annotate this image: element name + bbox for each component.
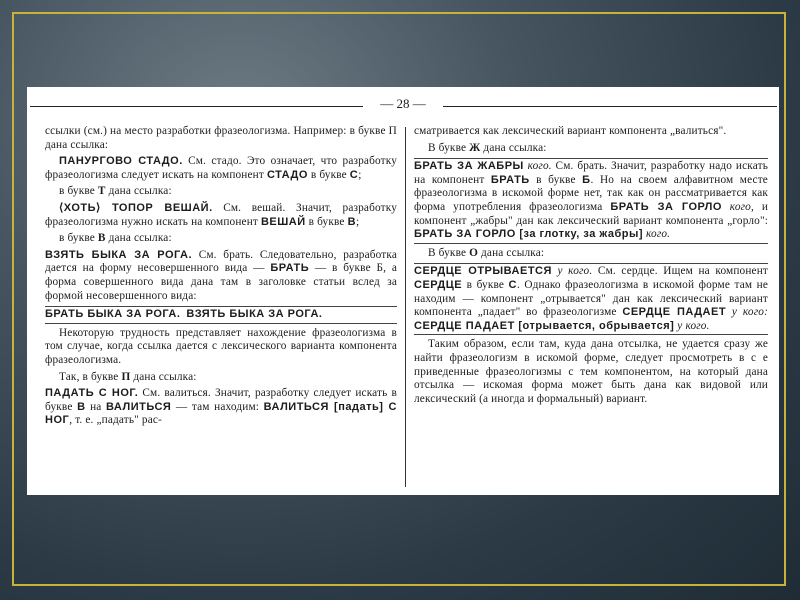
headword: БРАТЬ ЗА ГОРЛО [за глотку, за жабры]: [414, 228, 644, 241]
headword: ПАДАТЬ С НОГ.: [45, 387, 139, 400]
paragraph: [45, 371, 397, 385]
letter-keyword: Б: [582, 173, 591, 186]
headword: СЕРДЦЕ ПАДАЕТ [отрывается, обрывается]: [414, 319, 675, 332]
text: См. вешай. Значит, разработку фразеологизма нужно искать на компонент: [45, 201, 397, 228]
letter-keyword: В: [77, 400, 86, 413]
headword: ВЗЯТЬ БЫКА ЗА РОГА.: [186, 308, 323, 321]
headword: СЕРДЦЕ ПАДАЕТ: [622, 306, 727, 319]
paragraph: [45, 185, 397, 199]
headword: ВАЛИТЬСЯ [падать] С НОГ: [45, 400, 397, 427]
text: и компонент „жабры" дан как лексический вариант компонента „горло":: [414, 200, 769, 227]
text: См. валиться. Значит, разработку следует искать в букве: [45, 387, 397, 413]
text: Таким образом, если там, куда дана отсылка, не удается сразу же найти фразеологизм в искомой форме, следует просмотреть в с е приведенные фразеологизмы с тем компонентом, на который дана отсылка — искомая форма может быть дана как видовой или лексический (а иногда и формальный) вариант.: [414, 338, 768, 405]
text: См. стадо. Это означает, что разработку фразеологизма следует искать на компонент: [45, 155, 397, 181]
letter-keyword: Т: [97, 185, 106, 198]
text: В букве: [428, 141, 470, 154]
paragraph: [45, 306, 397, 324]
text: Так, в букве: [59, 370, 122, 383]
page-number: — 28 —: [363, 96, 443, 112]
text: дана ссылка:: [105, 185, 172, 198]
italic-text: кого.: [643, 228, 671, 241]
text: дана ссылка:: [480, 141, 547, 154]
text: в букве: [307, 168, 350, 181]
paragraph: [45, 232, 397, 246]
headword: ВЗЯТЬ БЫКА ЗА РОГА.: [45, 248, 193, 261]
text: сматривается как лексический вариант компонента „валиться".: [414, 125, 727, 137]
component-keyword: ВАЛИТЬСЯ: [106, 400, 172, 413]
header-rule: [30, 106, 414, 107]
component-keyword: ВЕШАЙ: [260, 215, 306, 228]
paragraph: [45, 125, 397, 152]
letter-keyword: С: [508, 278, 517, 291]
paragraph: [414, 338, 768, 406]
text: В букве: [428, 246, 470, 259]
book-page-scan: [27, 87, 779, 495]
text: , т. е. „падать" рас-: [69, 414, 162, 427]
headword: ⟨ХОТЬ⟩ ТОПОР ВЕШАЙ.: [59, 201, 213, 214]
component-keyword: БРАТЬ: [490, 173, 530, 186]
letter-keyword: В: [347, 215, 357, 228]
text: ;: [356, 215, 360, 228]
letter-keyword: В: [97, 232, 106, 245]
letter-keyword: П: [121, 370, 131, 383]
paragraph: [45, 202, 397, 229]
text: ссылки (см.) на место разработки фразеологизма. Например: в букве П дана ссылка:: [45, 125, 397, 151]
left-column: [45, 125, 397, 431]
paragraph: [45, 249, 397, 303]
text: на: [85, 400, 107, 413]
text: в букве: [529, 173, 583, 186]
column-divider: [405, 127, 406, 487]
text: . Однако фразеологизма в искомой форме там не находим — компонент „отрывается" дан как лексический вариант компонента „падает" во фразеологизме: [414, 278, 768, 319]
text: дана ссылка:: [478, 246, 545, 259]
text: — в букве Б, а форма совершенного вида дана там в заголовке статьи вслед за формой несовершенного вида:: [45, 262, 397, 302]
headword: СЕРДЦЕ ОТРЫВАЕТСЯ: [414, 265, 552, 278]
paragraph: [45, 155, 397, 182]
text: Некоторую трудность представляет нахождение фразеологизма в том случае, когда ссылка дается с лексического варианта компонента фразеологизма.: [45, 326, 397, 366]
text: в букве: [59, 232, 98, 245]
text: См. брать. Следовательно, разработка дается на форму несовершенного вида —: [45, 248, 397, 275]
paragraph: [45, 327, 397, 368]
headword: БРАТЬ БЫКА ЗА РОГА.: [45, 308, 181, 321]
text: в букве: [59, 185, 98, 198]
text: дана ссылка:: [105, 232, 172, 245]
italic-text: у кого.: [674, 319, 710, 332]
text: См. сердце. Ищем на компонент: [592, 265, 768, 278]
text: См. брать. Значит, разработку надо искать на компонент: [414, 160, 768, 186]
paragraph: [414, 247, 768, 261]
paragraph: [414, 142, 768, 156]
component-keyword: БРАТЬ: [270, 262, 310, 275]
paragraph: [414, 158, 768, 244]
paragraph: [414, 263, 768, 335]
paragraph: [414, 125, 768, 139]
text: в букве: [305, 215, 348, 228]
headword: БРАТЬ ЗА ГОРЛО: [610, 200, 722, 213]
italic-text: у кого:: [726, 306, 768, 319]
headword: ПАНУРГОВО СТАДО.: [59, 155, 183, 168]
letter-keyword: Ж: [469, 141, 481, 154]
letter-keyword: С: [349, 168, 359, 181]
header-rule: [409, 106, 777, 107]
italic-text: кого,: [721, 200, 754, 213]
page-header: [27, 96, 779, 112]
text: . Но на своем алфавитном месте фразеологизма в искомой форме нет, так как он рассматривается как форма употребления фразеологизма: [414, 173, 768, 213]
paragraph: [45, 387, 397, 428]
component-keyword: СТАДО: [266, 168, 308, 181]
text: дана ссылка:: [130, 370, 197, 383]
right-column: [414, 125, 768, 409]
component-keyword: СЕРДЦЕ: [414, 278, 463, 291]
italic-text: у кого.: [551, 265, 593, 278]
text: в букве: [462, 278, 509, 291]
letter-keyword: О: [469, 246, 479, 259]
headword: БРАТЬ ЗА ЖАБРЫ: [414, 160, 524, 173]
italic-text: кого.: [523, 160, 552, 173]
text: ;: [358, 168, 362, 181]
text: — там находим:: [171, 400, 264, 413]
